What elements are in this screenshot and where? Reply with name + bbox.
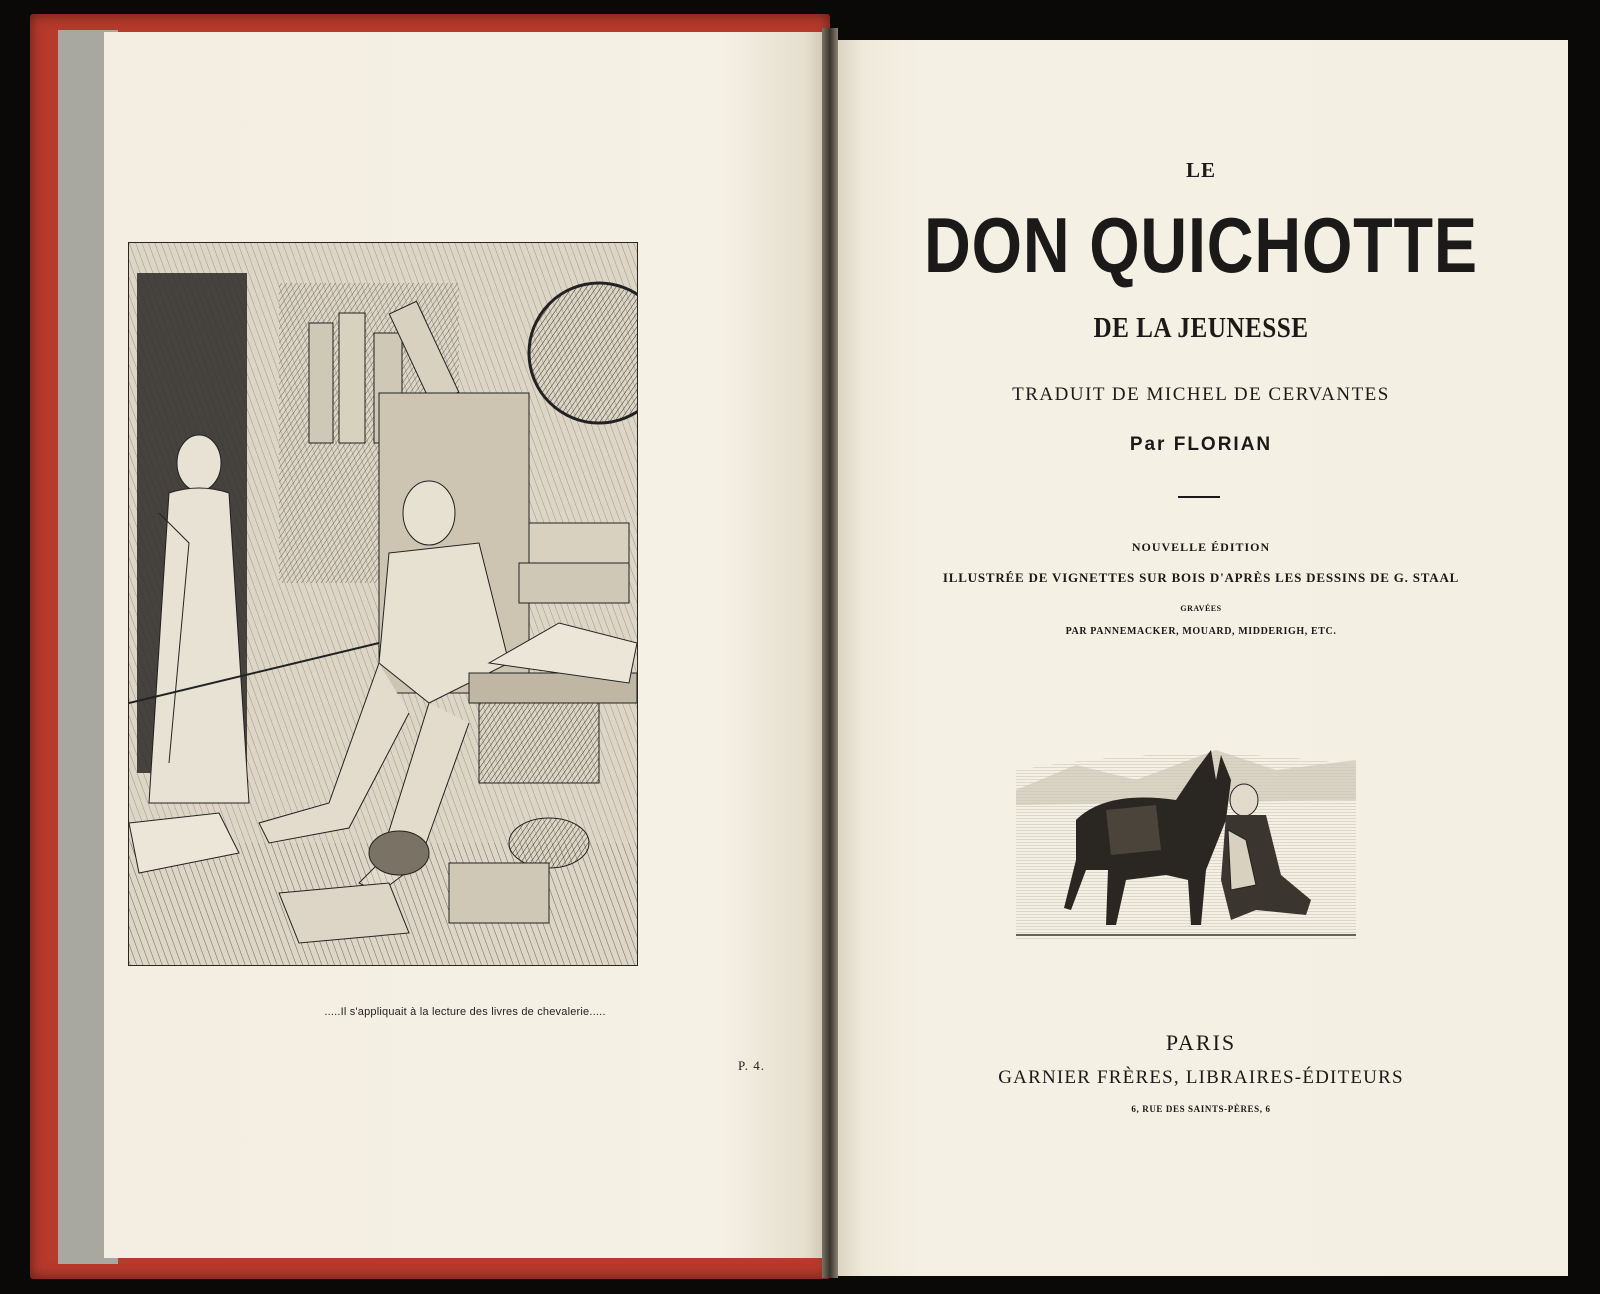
engraved-label: GRAVÉES	[1180, 604, 1222, 613]
engravers-line: PAR PANNEMACKER, MOUARD, MIDDERIGH, ETC.	[1065, 626, 1337, 637]
title-article: LE	[1185, 158, 1216, 182]
frontispiece-caption: .....Il s'appliquait à la lecture des livres de chevalerie.....	[324, 1006, 606, 1018]
book-gutter	[822, 28, 838, 1278]
edition-line: NOUVELLE ÉDITION	[1131, 540, 1271, 554]
frontispiece-engraving	[128, 242, 638, 966]
book-subtitle: DE LA JEUNESSE	[1093, 313, 1309, 344]
publication-city: PARIS	[1165, 1030, 1237, 1055]
book-title: DON QUICHOTTE	[924, 201, 1478, 289]
page-reference: P. 4.	[738, 1058, 766, 1073]
title-divider	[1178, 496, 1220, 498]
publisher-name: GARNIER FRÈRES, LIBRAIRES-ÉDITEURS	[998, 1067, 1404, 1088]
donkey-vignette	[1016, 710, 1356, 950]
author-line: Par FLORIAN	[1129, 434, 1273, 455]
publisher-address: 6, RUE DES SAINTS-PÈRES, 6	[1131, 1104, 1271, 1114]
illustration-note: ILLUSTRÉE DE VIGNETTES SUR BOIS D'APRÈS LES DESSINS DE G. STAAL	[942, 570, 1460, 585]
translation-line: TRADUIT DE MICHEL DE CERVANTES	[1012, 384, 1390, 405]
